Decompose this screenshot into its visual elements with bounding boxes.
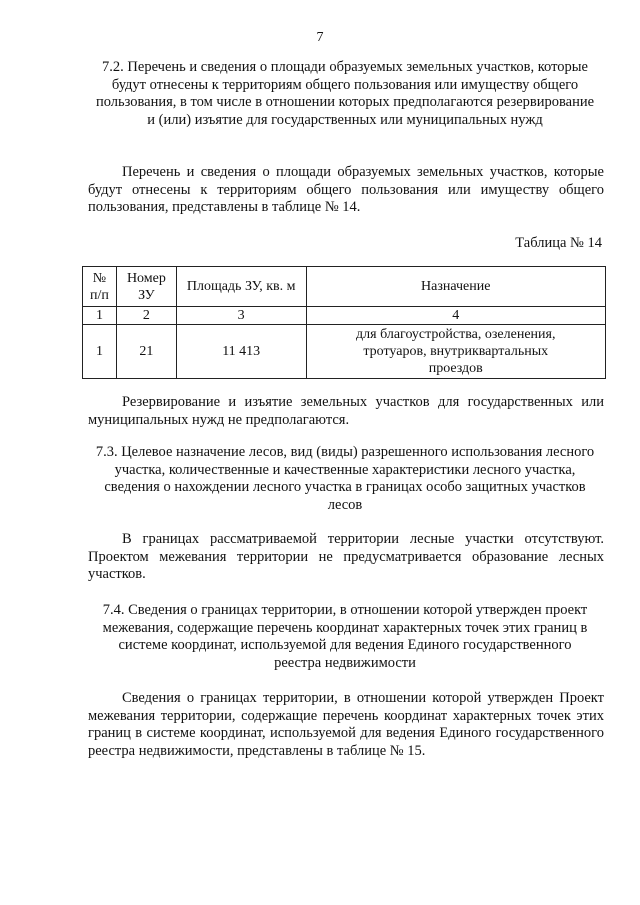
section-7-3-paragraph: В границах рассматриваемой территории лесные участки отсутствуют. Проектом межевания территории не предусматривается образование лесных участков. bbox=[88, 531, 604, 582]
section-7-2-paragraph: Перечень и сведения о площади образуемых земельных участков, которые будут отнесены к территориям общего пользования или имуществу общего пользования, представлены в таблице № 14. bbox=[88, 164, 604, 215]
section-7-4-paragraph: Сведения о границах территории, в отношении которой утвержден Проект межевания территории, содержащие перечень координат характерных точек этих границ в системе координат, используемой для ведения Единого государственного реестра недвижимости, представлены в таблице № 15. bbox=[88, 690, 604, 759]
table-14 bbox=[82, 266, 606, 379]
header-cell-plot-number: Номер ЗУ bbox=[116, 267, 176, 307]
numbering-cell: 3 bbox=[176, 307, 306, 325]
table-numbering-row bbox=[83, 307, 606, 325]
page-number: 7 bbox=[316, 30, 324, 45]
numbering-cell: 1 bbox=[83, 307, 117, 325]
section-7-4-heading: 7.4. Сведения о границах территории, в отношении которой утвержден проект межевания, содержащие перечень координат характерных точек этих границ в системе координат, используемой для ведения Единого государственного реестра недвижимости bbox=[102, 602, 588, 671]
row-cell-number: 1 bbox=[83, 325, 117, 379]
table-row bbox=[83, 325, 606, 379]
header-cell-number: № п/п bbox=[83, 267, 117, 307]
row-cell-area: 11 413 bbox=[176, 325, 306, 379]
numbering-cell: 2 bbox=[116, 307, 176, 325]
row-cell-plot-number: 21 bbox=[116, 325, 176, 379]
header-cell-purpose: Назначение bbox=[306, 267, 606, 307]
table-header-row bbox=[83, 267, 606, 307]
row-cell-purpose: для благоустройства, озеленения, тротуаров, внутриквартальных проездов bbox=[306, 325, 606, 379]
table-14-caption: Таблица № 14 bbox=[515, 235, 602, 251]
section-7-2-heading: 7.2. Перечень и сведения о площади образуемых земельных участков, которые будут отнесены к территориям общего пользования или имуществу общего пользования, в том числе в отношении которых предполагаются резервирование и (или) изъятие для государственных или муниципальных нужд bbox=[95, 59, 595, 128]
section-7-2-note: Резервирование и изъятие земельных участков для государственных или муниципальных нужд не предполагаются. bbox=[88, 394, 604, 428]
section-7-3-heading: 7.3. Целевое назначение лесов, вид (виды) разрешенного использования лесного участка, количественные и качественные характеристики лесного участка, сведения о нахождении лесного участка в границах особо защитных участков лесов bbox=[95, 444, 595, 513]
header-cell-area: Площадь ЗУ, кв. м bbox=[176, 267, 306, 307]
numbering-cell: 4 bbox=[306, 307, 606, 325]
